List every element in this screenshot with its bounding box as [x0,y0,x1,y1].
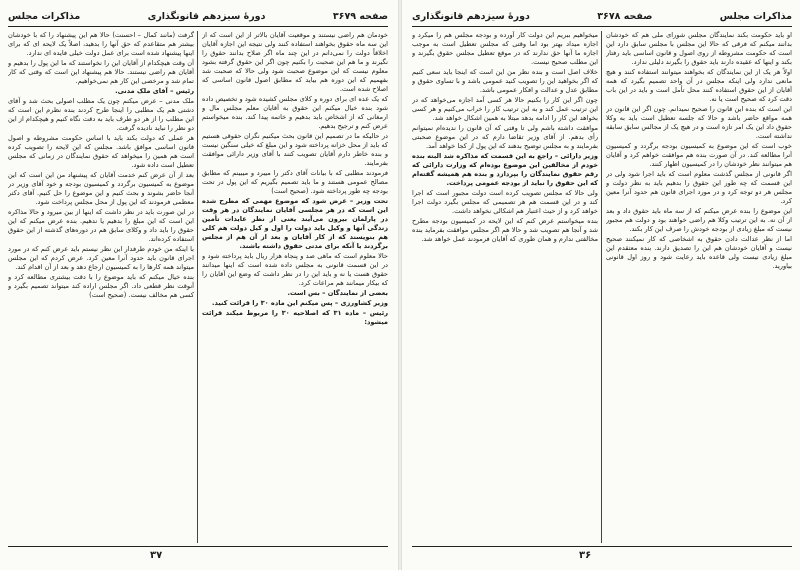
paragraph: آن وقت هیچکدام از آقایان این را نخواستند که ما این پول را بدهیم و آقایان هم راضی نیستند. حالا هم پیشنهاد این است که وقتی که کار تمام شد و مرخصی این کار هم نمی‌خواهیم. [8,59,194,85]
paragraph: خوب است که این موضوع به کمیسیون بودجه برگردد و کمیسیون آنرا مطالعه کند. در آن صورت بنده هم موافقت خواهم کرد و آقایان هم میتوانند نظر خودشان را در کمیسیون اظهار کنند. [606,142,792,168]
paragraph: که یک عده ای برای دوره و کلای مجلس کشیده شود و تخصیص داده شود بنده خیال میکنم این حقوق به آقایان معلم مجلس مال و ارمغانی که از اشخاص باید بدهیم و خاتمه پیدا کند. بنده میخواستم عرض کنم و ترجیح بدهیم. [202,95,388,130]
paragraph: اما از نظر عدالت دادن حقوق به اشخاصی که کار نمیکنند صحیح نیست و آقایان خودشان هم این را تصدیق دارند. بنده معتقدم این مبلغ زیادی نیست ولی قاعده باید رعایت شود و روز اول قانونی بیاورید. [606,235,792,270]
paragraph: موافقت داشته باشم ولی تا وقتی که آن قانون را ندیده‌ام نمیتوانم رأی بدهم. از آقای وزیر تقاضا دارم که در این موضوع صحبتی بفرمایند و به مجلس توضیح بدهند که این پول از کجا خواهد آمد. [412,124,598,150]
paragraph: در این صورت باید در نظر داشت که اینها از بین میرود و حالا مذاکره این است که این مبلغ را بدهیم یا ندهیم. بنده عرض میکنم که این حقوق را باید داد و وکلای سابق هم در دوره‌های گذشته از این حقوق استفاده کرده‌اند. [8,208,194,243]
paragraph: بعضی از نمایندگان – بس است. [287,289,388,297]
paragraph: او باید حکومت بکند نمایندگان مجلس شورای ملی هم که خودشان بدانند میکنم که فرقی که حالا این مجلس با مجلس سابق دارد این است که حکومت مشروطه از روی اصول و قانون اساسی باید رفتار بکند و اینها که عقیده دارند باید حقوق را بگیرند دلیلی ندارد. [606,31,792,66]
paragraph: تحت وزیر – عرض شود که موضوع مهمی که مطرح شده این است که در هر مجلسی آقایان نمایندگان در هر وقت در پارلمان بیرون می‌آیند یعنی از نظر عایدات تأمین زندگی آنها و وکیل باید دولت را اول و کیل دولت هم کلی هم بنویسند که از کار آقایان و بعد از آن هم از مجلس برگردند یا آنکه برای مدتی حقوق داشته باشند. [202,197,388,250]
paragraph: اگر قانونی از مجلس گذشت معلوم است که باید اجرا شود ولی در این قسمت که چه طور این حقوق را بدهیم باید به نظر دولت و مجلس هر دو توجه کرد و در مورد اجرای قانون هم حدود آنرا معین کرد. [606,170,792,205]
paragraph: فرمودند مطلبی که با بیانات آقای دکتر را میبرد و میبینم که مطابق مصالح عمومی هستند و ما باید تصمیم بگیریم که این پول در تحت بودجه چه طور پرداخته شود. (صحیح است) [202,169,388,195]
left-page-header [8,8,388,24]
paragraph: خلاف اصل است و بنده نظر من این است که اینجا باید سعی کنیم که اگر بخواهید این را تصویب کنید عمومی باشد و با تساوی حقوق و مطابق عدل و عدالت و افکار عمومی باشد. [412,68,598,94]
right-header-page-number: صفحه ۳۶۷۸ [597,10,653,22]
left-header-session: دورهٔ سیزدهم قانونگذاری [147,10,266,22]
left-page [0,0,396,570]
right-header-rule [412,26,792,27]
paragraph: هر عملی که دولت بکند باید با اساس حکومت مشروطه و اصول قانون اساسی موافق باشد. مجلس که این لایحه را تصویب کرده است هم همین را میخواهد که حقوق نمایندگان در زمانی که مجلس تعطیل است داده شود. [8,134,194,169]
right-header-title: مذاکرات مجلس [719,10,792,22]
paragraph: رئیس – آقای ملک مدنی. [115,87,194,95]
paragraph: این است که بنده این قانون را صحیح نمیدانم. چون اگر این قانون در همه مواقع حاضر باشد و حالا که جلسه تعطیل است باید به وکلا حقوق داد این یک امر تازه است و در هیچ یک از مجالس سابق سابقه نداشته است. [606,105,792,140]
paragraph: میخواهیم ببریم این دولت کار آورده و بودجه مجلس هم را میکرد و اجازه میداد بهتر بود اما وقتی که مجلس تعطیل است به موجب اجازه ما آنها حق ندارند که در موقع تعطیل مجلس حقوق بگیرند و این مطلب صحیح نیست. [412,31,598,66]
paragraph: حالا معلوم است که ماهی صد و پنجاه هزار ریال باید پرداخته شود و در این قسمت قانونی به مجلس داده شده است که اینها میدانند حقوق هست یا نه و باید این را در نظر داشت که وضع این آقایان را که بیکار میمانند هم مراعات کرد. [202,252,388,287]
right-footer-rule [412,546,792,547]
paragraph: با اینکه من خودم طرفدار این نظر نیستم باید عرض کنم که در مورد اجرای قانون باید حدود آنرا معین کرد. عرض کردم که این مجلس میتواند همه کارها را به کمیسیون ارجاع دهد و بعد از آن اقدام کند. [8,245,194,271]
paragraph: خودمان هم راضی نیستند و موقعیت آقایان بالاتر از این است که از این سه ماه حقوق بخواهند استفاده کنند ولی نتیجه این اجازه آقایان اخلاقاً دولت را نمی‌دانم در این چند ماه اگر صلاح بدانند حقوق را نگیرند و ما هم این صحبت را بکنیم چون اگر این حقوق گرفته بشود معلوم نیست که این موضوع صحبت شود ولی حالا که صحبت شد بفهمیم که این دوره هم بیاید که مطابق اصول قانون اساسی که اصلاح شده است. [202,31,388,93]
right-page [404,0,800,570]
paragraph: وزیر کشاورزی – پس میکنم این ماده ۳۰ را قرائت کنید. [211,299,388,307]
book-gutter [398,0,402,570]
paragraph: رئیس – ماده ۳۱ که اصلاحیه ۳۰ را مربوط میکند قرائت میشود: [202,309,388,326]
paragraph: این موضوع را بنده عرض میکنم که از سه ماه باید حقوق داد و بعد از آن نه. به این ترتیب وکلا هم راضی خواهند بود و دولت هم مجبور نیست که مبلغ زیادی از بودجه خودش را صرف این کار بکند. [606,207,792,233]
left-page-number: ۳۷ [150,550,163,561]
right-column-left [412,31,598,543]
left-footer-rule [8,546,388,547]
paragraph: چون اگر این کار را بکنیم حالا هر کسی آمد اجازه می‌خواهد که در این ترتیب عمل کند و به این ترتیب کار را خراب می‌کنیم و هر کسی بخواهد این کار را ادامه بدهد مبتلا به همین اشکال خواهد شد. [412,96,598,122]
left-header-title: مذاکرات مجلس [8,10,81,22]
paragraph: در حالیکه ما در تصمیم این قانون بحث میکنیم نگران حقوقی هستیم که باید از محل خزانه پرداخته شود و این مبلغ که خیلی سنگین نیست و بنده خاطر دارم آقایان تصویب کنند با آقای وزیر دارائی موافقت بفرمایند. [202,132,388,167]
paragraph: ولی حالا که مجلس تصویب کرده است دولت مجبور است که اجرا کند و در این قسمت هم هر تصمیمی که مجلس بگیرد دولت اجرا خواهد کرد و از حیث اعتبار هم اشکالی نخواهد داشت. [412,189,598,215]
paragraph: بعد از آن عرض کنم خدمت آقایان که پیشنهاد من این است که این موضوع به کمیسیون برگردد و کمیسیون بودجه و خود آقای وزیر در آنجا حاضر بشوند و بحث کنیم و این موضوع را حل کنیم. آقای دکتر معظمی فرمودند که این پول از محل مجلس پرداخت شود. [8,171,194,206]
left-column-right [202,31,388,543]
right-header-session: دورهٔ سیزدهم قانونگذاری [412,10,530,22]
right-page-number: ۳۶ [579,550,592,561]
paragraph: گرفت (مانند کمال – احسنت) حالا هم این پیشنهاد را که با خودشان بیشتر هم متقاعدم که حق آنها را بدهید، اصلاً یک لایحه ای که برای اینها پیشنهاد شده است برای عمل دولت خیلی فایده ای ندارد. [8,31,194,57]
right-page-header [412,8,792,24]
paragraph: وزیر دارائی – راجع به این قسمت که مذاکره شد البته بنده خودم از مخالفین این موضوع بوده‌ام که وزارت دارائی که رقم حقوق نمایندگان را بپردازد و بنده هم همیشه گفته‌ام که این حقوق را نباید از بودجه عمومی پرداخت. [412,152,598,187]
paragraph: بنده خیال میکنم که باید موضوع را با دقت بیشتری مطالعه کرد و آنوقت نظر قطعی داد. اگر مجلس اراده کند میتواند تصمیم بگیرد و کسی هم مخالف نیست. (صحیح است) [8,273,194,299]
right-column-right [606,31,792,543]
paragraph: بنده میخواستم عرض کنم که این لایحه در کمیسیون بودجه مطرح شد و آنجا هم تصویب شد و حالا هم اگر مجلس موافقت بفرماید بنده مخالفتی ندارم و همان طوری که آقایان فرمودند عمل خواهد شد. [412,217,598,243]
left-column-left [8,31,194,543]
paragraph: ملک مدنی – عرض میکنم چون یک مطلب اصولی بحث شد و آقای دشتی هم یک مطلبی را اینجا طرح کردند بنده نظرم این است که این مطلب را از هر دو طرف باید به دقت نگاه کنیم و هیچکدام از این دو نظر را نباید نادیده گرفت. [8,97,194,132]
right-column-separator [601,31,602,543]
left-header-page-number: صفحه ۳۶۷۹ [332,10,388,22]
left-header-rule [8,26,388,27]
paragraph: اولاً هر یک از این نمایندگان که بخواهند میتوانند استفاده کنند و هیچ مانعی ندارد ولی اینکه مجلس در آن واحد تصمیم بگیرد که همه آقایان از این حقوق استفاده کنند محل تأمل است و باید در این باب دقت کرد که صحیح است یا نه. [606,68,792,103]
left-column-separator [197,31,198,543]
